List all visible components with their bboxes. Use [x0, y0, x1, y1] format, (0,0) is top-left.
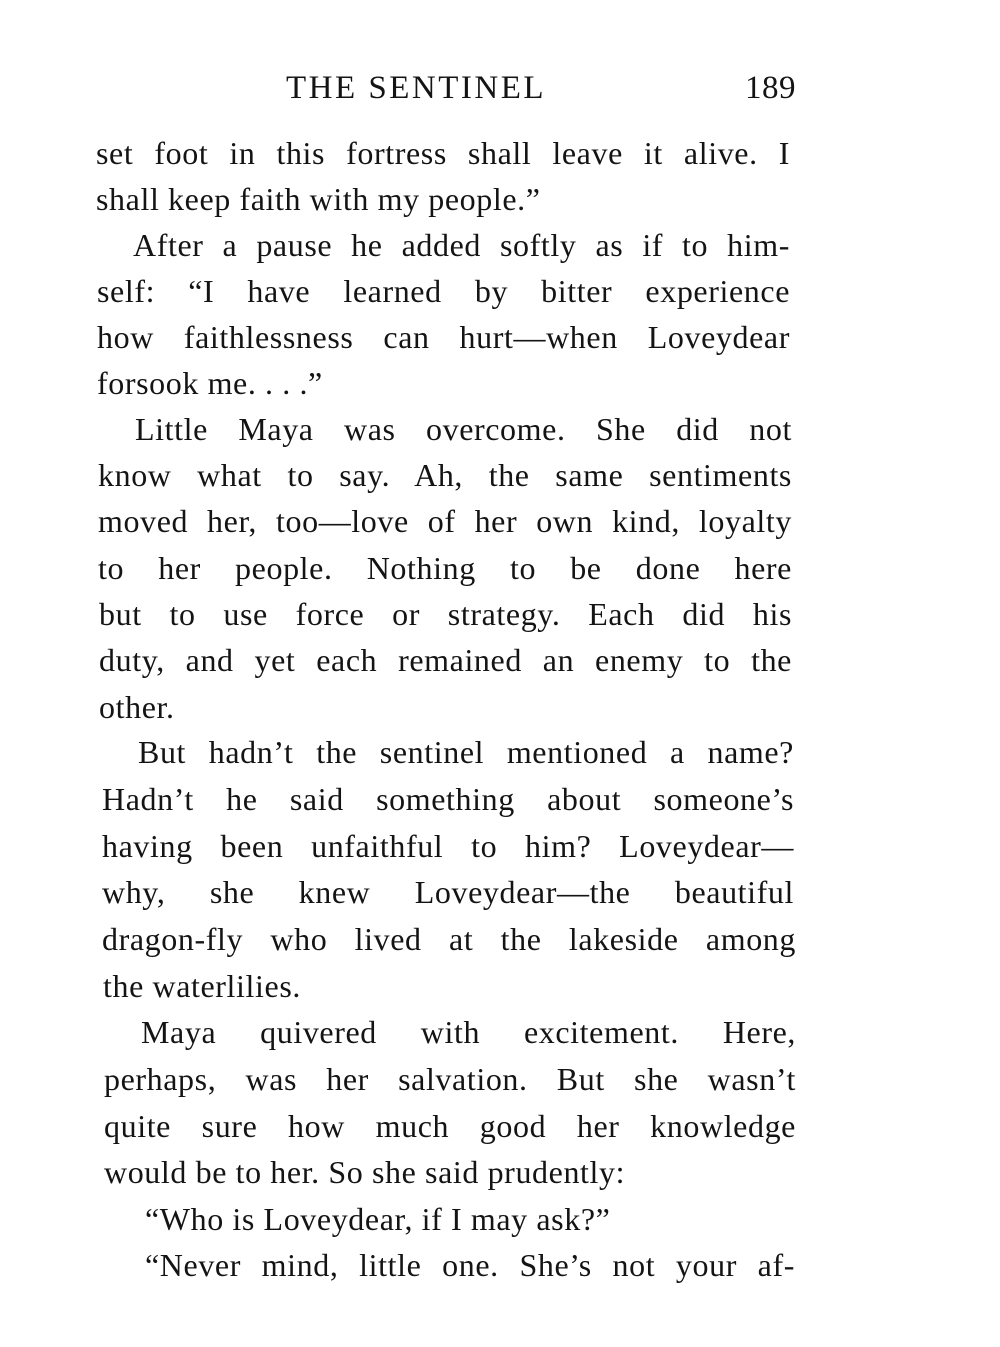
text-line: self: “I have learned by bitter experience [97, 273, 790, 309]
paragraph-first-line: “Never mind, little one. She’s not your af- [145, 1247, 795, 1283]
paragraph-first-line: After a pause he added softly as if to him- [133, 227, 790, 263]
text-line: duty, and yet each remained an enemy to the [99, 642, 792, 678]
paragraph-first-line: But hadn’t the sentinel mentioned a name? [138, 734, 794, 770]
running-head [96, 64, 796, 116]
text-line: would be to her. So she said prudently: [104, 1154, 626, 1190]
text-line: know what to say. Ah, the same sentiments [98, 457, 792, 493]
text-line: why, she knew Loveydear—the beautiful [102, 874, 794, 910]
text-line: forsook me. . . .” [97, 365, 323, 401]
text-line: the waterlilies. [103, 968, 301, 1004]
text-line: moved her, too—love of her own kind, loyalty [98, 503, 792, 539]
text-line: set foot in this fortress shall leave it alive. I [96, 135, 790, 171]
paragraph-first-line: Maya quivered with excitement. Here, [141, 1014, 796, 1050]
paragraph-first-line: Little Maya was overcome. She did not [135, 411, 792, 447]
text-line: dragon-fly who lived at the lakeside among [102, 921, 796, 957]
text-line: Hadn’t he said something about someone’s [102, 781, 794, 817]
text-line: shall keep faith with my people.” [96, 181, 541, 217]
text-line: but to use force or strategy. Each did his [99, 596, 792, 632]
page-number: 189 [745, 70, 796, 106]
text-line: other. [99, 689, 175, 725]
text-line: to her people. Nothing to be done here [98, 550, 792, 586]
chapter-title: THE SENTINEL [286, 70, 547, 106]
paragraph-first-line: “Who is Loveydear, if I may ask?” [145, 1201, 611, 1237]
text-line: perhaps, was her salvation. But she wasn’t [104, 1061, 796, 1097]
text-line: quite sure how much good her knowledge [104, 1108, 796, 1144]
text-line: how faithlessness can hurt—when Loveydear [97, 319, 790, 355]
text-line: having been unfaithful to him? Loveydear— [102, 828, 794, 864]
